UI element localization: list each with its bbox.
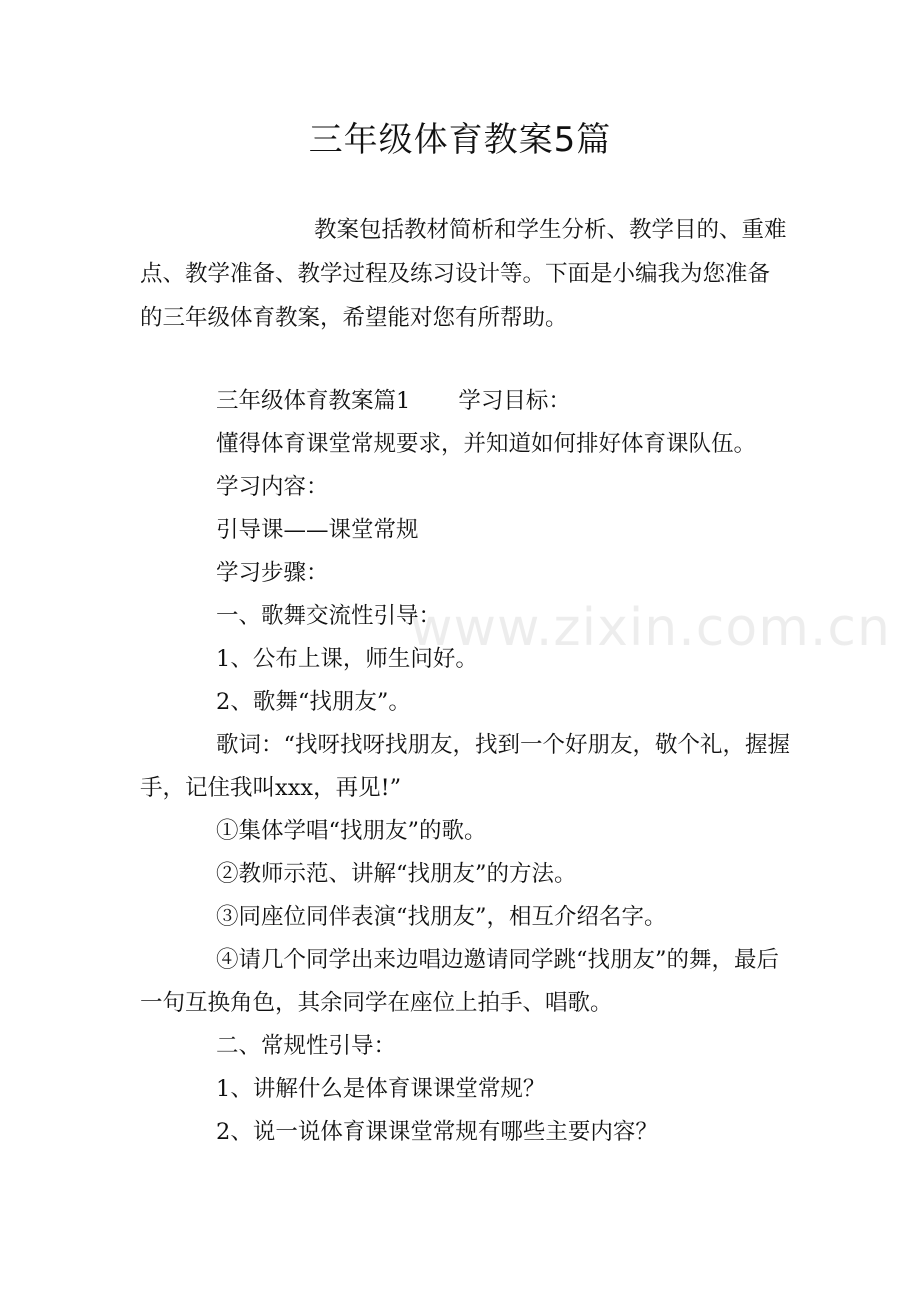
paragraph: 2、歌舞“找朋友”。 [216, 689, 411, 715]
paragraph: 学习内容： [216, 474, 329, 500]
intro-paragraph: 教案包括教材简析和学生分析、教学目的、重难点、教学准备、教学过程及练习设计等。下面是小编我为您准备的三年级体育教案，希望能对您有所帮助。 [140, 217, 787, 331]
paragraph: ①集体学唱“找朋友”的歌。 [216, 818, 487, 844]
paragraph: 1、公布上课，师生问好。 [216, 646, 478, 672]
watermark: www.zixin.com.cn [410, 598, 891, 658]
paragraph: 2、说一说体育课课堂常规有哪些主要内容？ [216, 1119, 658, 1145]
paragraph: 1、讲解什么是体育课课堂常规？ [216, 1076, 546, 1102]
paragraph: 二、常规性引导： [216, 1033, 397, 1059]
paragraph: 一、歌舞交流性引导： [216, 603, 442, 629]
paragraph: ③同座位同伴表演“找朋友”，相互介绍名字。 [216, 904, 667, 930]
goal-label: 学习目标： [458, 388, 571, 414]
paragraph: ②教师示范、讲解“找朋友”的方法。 [216, 861, 577, 887]
document-body [140, 380, 790, 1154]
paragraph: 懂得体育课堂常规要求，并知道如何排好体育课队伍。 [216, 431, 757, 457]
section-heading: 三年级体育教案篇1 [216, 388, 411, 414]
document-title: 三年级体育教案5篇 [308, 120, 612, 160]
section-heading-line [140, 380, 790, 423]
paragraph: 学习步骤： [216, 560, 329, 586]
paragraph: 引导课——课堂常规 [216, 517, 419, 543]
paragraph: 歌词：“找呀找呀找朋友，找到一个好朋友，敬个礼，握握手，记住我叫xxx，再见!” [140, 732, 791, 801]
paragraph: ④请几个同学出来边唱边邀请同学跳“找朋友”的舞，最后一句互换角色，其余同学在座位上拍手、唱歌。 [140, 947, 780, 1016]
